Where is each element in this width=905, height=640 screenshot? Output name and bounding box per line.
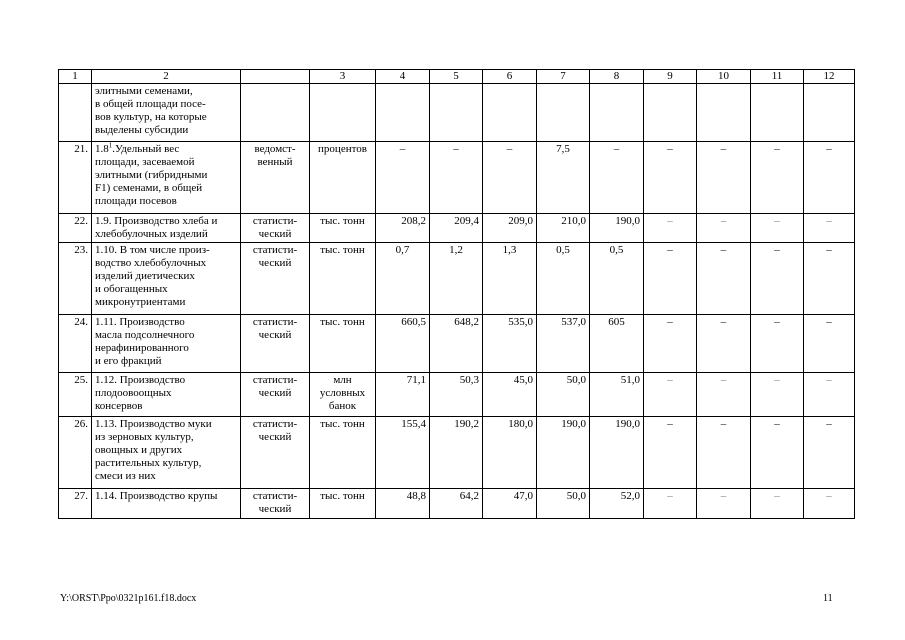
value-cell xyxy=(644,84,697,142)
unit-line: тыс. тонн xyxy=(320,490,365,502)
table-row xyxy=(59,142,855,214)
value-cell: 50,3 xyxy=(430,373,483,417)
table-header-row xyxy=(59,70,855,84)
value-cell: – xyxy=(644,214,697,243)
header-cell: 10 xyxy=(697,70,751,84)
value-cell: 50,0 xyxy=(537,373,590,417)
value-cell: – xyxy=(804,489,855,519)
header-cell: 7 xyxy=(537,70,590,84)
source-line: ческий xyxy=(258,228,292,240)
value-cell: – xyxy=(644,315,697,373)
indicator-name-cell xyxy=(92,315,241,373)
value-cell: 209,4 xyxy=(430,214,483,243)
value-cell: – xyxy=(697,417,751,489)
value-cell: 190,0 xyxy=(590,214,644,243)
value-cell: – xyxy=(751,214,804,243)
unit-cell xyxy=(310,142,376,214)
table-row xyxy=(59,214,855,243)
value-cell: – xyxy=(697,373,751,417)
value-cell: 208,2 xyxy=(376,214,430,243)
unit-cell xyxy=(310,214,376,243)
row-number-cell: 26. xyxy=(59,417,92,489)
value-cell: 190,0 xyxy=(537,417,590,489)
indicator-name-line: 1.14. Производство крупы xyxy=(95,490,218,502)
source-line: статисти- xyxy=(252,244,298,256)
indicator-name-line: изделий диетических xyxy=(95,270,195,282)
value-cell: 64,2 xyxy=(430,489,483,519)
indicator-name-line: консервов xyxy=(95,400,143,412)
value-cell: 45,0 xyxy=(483,373,537,417)
header-cell: 2 xyxy=(92,70,241,84)
unit-line: тыс. тонн xyxy=(320,316,365,328)
source-cell xyxy=(241,315,310,373)
header-cell: 4 xyxy=(376,70,430,84)
value-cell: – xyxy=(644,489,697,519)
value-cell: – xyxy=(751,243,804,315)
indicator-name-line: 1.10. В том числе произ- xyxy=(95,244,210,256)
value-cell: 0,5 xyxy=(537,243,590,315)
header-cell: 6 xyxy=(483,70,537,84)
row-number-cell: 25. xyxy=(59,373,92,417)
indicator-name-cell xyxy=(92,489,241,519)
source-cell xyxy=(241,489,310,519)
indicator-name-line: площади посевов xyxy=(95,195,177,207)
indicator-code: 1.8 xyxy=(95,143,109,155)
unit-line: условных xyxy=(319,387,366,399)
unit-cell xyxy=(310,315,376,373)
row-number-cell: 22. xyxy=(59,214,92,243)
indicator-name-text: .Удельный вес xyxy=(112,143,180,155)
indicator-name-line: нерафинированного xyxy=(95,342,189,354)
indicator-name-cell xyxy=(92,417,241,489)
indicator-name-line xyxy=(95,143,237,156)
indicator-name-line: площади, засеваемой xyxy=(95,156,195,168)
source-line: статисти- xyxy=(252,374,298,386)
value-cell: – xyxy=(751,142,804,214)
table-row xyxy=(59,489,855,519)
value-cell: – xyxy=(644,243,697,315)
header-cell: 11 xyxy=(751,70,804,84)
table-row xyxy=(59,243,855,315)
value-cell: – xyxy=(376,142,430,214)
value-cell: 190,2 xyxy=(430,417,483,489)
source-line: статисти- xyxy=(252,316,298,328)
unit-cell xyxy=(310,417,376,489)
source-line: ческий xyxy=(258,387,292,399)
value-cell: – xyxy=(804,214,855,243)
indicator-name-line: элитными семенами, xyxy=(95,85,193,97)
value-cell: – xyxy=(430,142,483,214)
unit-line: млн xyxy=(333,374,352,386)
footer-page-number: 11 xyxy=(823,593,833,604)
source-line: ческий xyxy=(258,503,292,515)
footer-file-path: Y:\ORST\Ppo\0321p161.f18.docx xyxy=(60,593,197,604)
indicator-name-cell xyxy=(92,84,241,142)
value-cell: 660,5 xyxy=(376,315,430,373)
value-cell: 47,0 xyxy=(483,489,537,519)
unit-line: тыс. тонн xyxy=(320,215,365,227)
value-cell: – xyxy=(697,243,751,315)
indicator-name-cell xyxy=(92,373,241,417)
indicator-name-line: смеси из них xyxy=(95,470,156,482)
indicator-name-line: 1.13. Производство муки xyxy=(95,418,212,430)
source-line: ведомст- xyxy=(254,143,296,155)
value-cell: – xyxy=(804,142,855,214)
row-number-cell: 27. xyxy=(59,489,92,519)
value-cell: – xyxy=(751,489,804,519)
value-cell: – xyxy=(804,373,855,417)
header-cell: 1 xyxy=(59,70,92,84)
row-number-cell: 24. xyxy=(59,315,92,373)
header-cell: 3 xyxy=(310,70,376,84)
indicator-name-cell xyxy=(92,214,241,243)
indicator-name-line: микронутриентами xyxy=(95,296,186,308)
value-cell: – xyxy=(697,489,751,519)
indicator-name-line: водство хлебобулочных xyxy=(95,257,207,269)
value-cell: 209,0 xyxy=(483,214,537,243)
header-cell: 9 xyxy=(644,70,697,84)
indicator-name-line: хлебобулочных изделий xyxy=(95,228,208,240)
unit-cell xyxy=(310,373,376,417)
value-cell: – xyxy=(697,315,751,373)
value-cell: – xyxy=(644,373,697,417)
indicator-name-line: масла подсолнечного xyxy=(95,329,195,341)
source-cell xyxy=(241,214,310,243)
value-cell: 210,0 xyxy=(537,214,590,243)
value-cell xyxy=(537,84,590,142)
source-line: статисти- xyxy=(252,490,298,502)
indicator-name-line: вов культур, на которые xyxy=(95,111,207,123)
value-cell: 0,7 xyxy=(376,243,430,315)
unit-line: тыс. тонн xyxy=(320,418,365,430)
indicator-name-line: 1.9. Производство хлеба и xyxy=(95,215,218,227)
table-row xyxy=(59,315,855,373)
indicator-name-line: выделены субсидии xyxy=(95,124,189,136)
value-cell: – xyxy=(751,417,804,489)
row-number-cell: 21. xyxy=(59,142,92,214)
value-cell: 1,2 xyxy=(430,243,483,315)
value-cell xyxy=(804,84,855,142)
value-cell xyxy=(430,84,483,142)
value-cell: 155,4 xyxy=(376,417,430,489)
row-number-cell xyxy=(59,84,92,142)
value-cell xyxy=(697,84,751,142)
header-cell xyxy=(241,70,310,84)
value-cell xyxy=(376,84,430,142)
indicator-name-line: и его фракций xyxy=(95,355,162,367)
indicator-name-line: и обогащенных xyxy=(95,283,168,295)
source-cell xyxy=(241,373,310,417)
unit-cell xyxy=(310,243,376,315)
indicator-name-cell xyxy=(92,243,241,315)
source-line: статисти- xyxy=(252,418,298,430)
indicator-name-line: F1) семенами, в общей xyxy=(95,182,203,194)
indicators-table xyxy=(58,69,855,519)
source-cell xyxy=(241,243,310,315)
unit-line: тыс. тонн xyxy=(320,244,365,256)
value-cell xyxy=(483,84,537,142)
value-cell: 71,1 xyxy=(376,373,430,417)
value-cell: – xyxy=(483,142,537,214)
indicator-name-line: овощных и других xyxy=(95,444,183,456)
source-cell xyxy=(241,142,310,214)
value-cell: 1,3 xyxy=(483,243,537,315)
value-cell: 52,0 xyxy=(590,489,644,519)
value-cell xyxy=(590,84,644,142)
source-cell xyxy=(241,84,310,142)
indicator-name-line: в общей площади посе- xyxy=(95,98,206,110)
value-cell: 0,5 xyxy=(590,243,644,315)
source-line: венный xyxy=(257,156,293,168)
value-cell xyxy=(751,84,804,142)
table-row xyxy=(59,417,855,489)
value-cell: 51,0 xyxy=(590,373,644,417)
source-line: ческий xyxy=(258,329,292,341)
indicator-name-line: растительных культур, xyxy=(95,457,202,469)
value-cell: – xyxy=(804,417,855,489)
table-row-continuation xyxy=(59,84,855,142)
footnote-mark: 1 xyxy=(108,141,113,150)
value-cell: 180,0 xyxy=(483,417,537,489)
source-line: ческий xyxy=(258,257,292,269)
row-number-cell: 23. xyxy=(59,243,92,315)
value-cell: – xyxy=(804,315,855,373)
indicator-name-cell xyxy=(92,142,241,214)
source-line: ческий xyxy=(258,431,292,443)
value-cell: 537,0 xyxy=(537,315,590,373)
header-cell: 12 xyxy=(804,70,855,84)
value-cell: 605 xyxy=(590,315,644,373)
value-cell: – xyxy=(697,214,751,243)
value-cell: – xyxy=(751,315,804,373)
header-cell: 8 xyxy=(590,70,644,84)
value-cell: 7,5 xyxy=(537,142,590,214)
source-line: статисти- xyxy=(252,215,298,227)
value-cell: 48,8 xyxy=(376,489,430,519)
indicator-name-line: элитными (гибридными xyxy=(95,169,208,181)
unit-cell xyxy=(310,489,376,519)
value-cell: 648,2 xyxy=(430,315,483,373)
indicator-name-line: из зерновых культур, xyxy=(95,431,194,443)
value-cell: – xyxy=(590,142,644,214)
value-cell: – xyxy=(804,243,855,315)
header-cell: 5 xyxy=(430,70,483,84)
value-cell: – xyxy=(751,373,804,417)
value-cell: 535,0 xyxy=(483,315,537,373)
indicator-name-line: 1.12. Производство xyxy=(95,374,186,386)
value-cell: 50,0 xyxy=(537,489,590,519)
value-cell: – xyxy=(644,417,697,489)
unit-line: процентов xyxy=(318,143,367,155)
unit-cell xyxy=(310,84,376,142)
indicator-name-line: 1.11. Производство xyxy=(95,316,185,328)
indicator-name-line: плодоовоощных xyxy=(95,387,172,399)
value-cell: – xyxy=(697,142,751,214)
value-cell: – xyxy=(644,142,697,214)
source-cell xyxy=(241,417,310,489)
value-cell: 190,0 xyxy=(590,417,644,489)
unit-line: банок xyxy=(328,400,357,412)
table-row xyxy=(59,373,855,417)
